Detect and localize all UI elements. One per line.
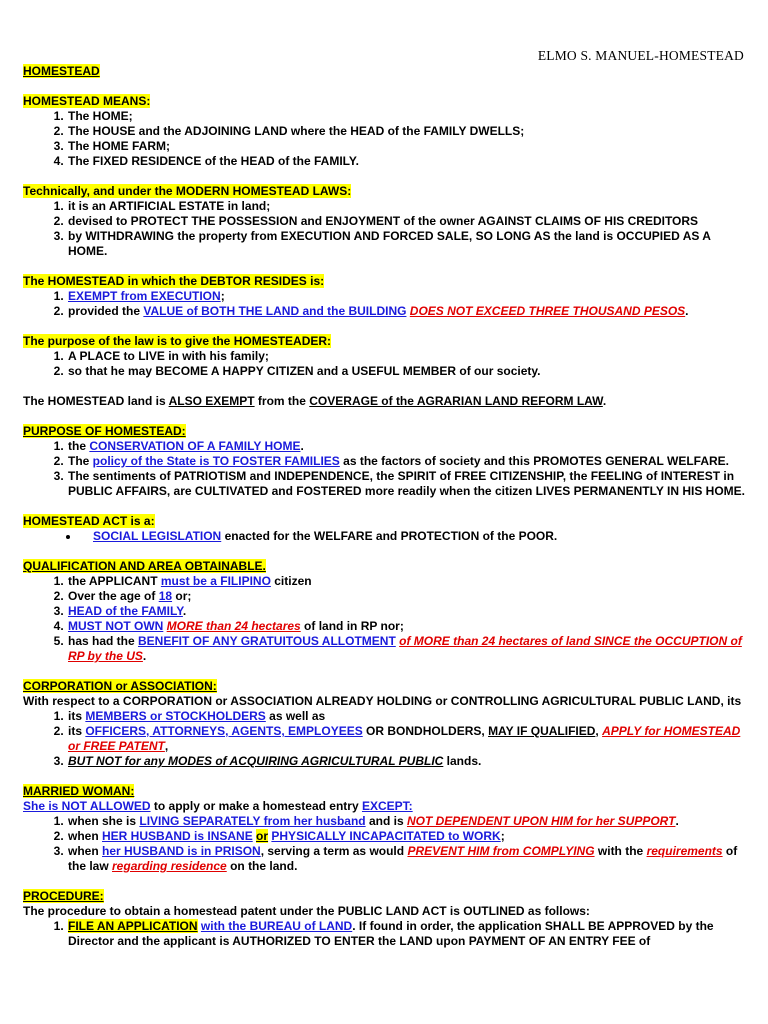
- list-item: [67, 814, 748, 829]
- text: with the: [594, 844, 647, 858]
- text: . If found in order, the application SHALL BE APPROVED by the Director and the applicant is AUTHORIZED TO ENTER the LAND upon PAYMENT OF AN ENTRY FEE of: [68, 919, 714, 948]
- numbered-list: [23, 709, 748, 769]
- text: .: [685, 304, 689, 318]
- section-debtor-resides: [23, 274, 748, 319]
- text: as the factors of society and this PROMOTES GENERAL WELFARE.: [339, 454, 730, 468]
- text: .: [182, 604, 187, 618]
- emphasis-text: PREVENT HIM from COMPLYING: [407, 844, 595, 858]
- list-item: 1. it is an ARTIFICIAL ESTATE in land;: [67, 199, 748, 214]
- section-modern-laws: [23, 184, 748, 259]
- link-text: MEMBERS or STOCKHOLDERS: [85, 709, 266, 723]
- section-married-woman: [23, 784, 748, 874]
- list-item: [67, 454, 748, 469]
- section-purpose-of-law: [23, 334, 748, 379]
- text: Over the age of: [68, 589, 159, 603]
- section-heading: The HOMESTEAD in which the DEBTOR RESIDES is:: [23, 274, 325, 288]
- numbered-list: [23, 814, 748, 874]
- list-item: [80, 529, 748, 544]
- numbered-list: [23, 109, 748, 169]
- link-text: CONSERVATION OF A FAMILY HOME: [89, 439, 301, 453]
- list-item: [67, 724, 748, 754]
- section-heading: PURPOSE OF HOMESTEAD:: [23, 424, 186, 438]
- link-text: with the BUREAU of LAND: [200, 919, 353, 933]
- numbered-list: [23, 574, 748, 664]
- link-text: LIVING SEPARATELY from her husband: [139, 814, 366, 828]
- section-qualification: [23, 559, 748, 664]
- text: ;: [220, 289, 225, 303]
- link-text: She is NOT ALLOWED: [23, 799, 151, 813]
- text: The: [68, 454, 93, 468]
- text: from the: [254, 394, 310, 408]
- text: The HOMESTEAD land is: [23, 394, 169, 408]
- document-author-header: ELMO S. MANUEL-HOMESTEAD: [537, 48, 744, 63]
- list-item: [67, 574, 748, 589]
- link-text: SOCIAL LEGISLATION: [93, 529, 222, 543]
- section-corporation: [23, 679, 748, 769]
- section-heading: HOMESTEAD MEANS:: [23, 94, 151, 108]
- section-heading: Technically, and under the MODERN HOMESTEAD LAWS:: [23, 184, 352, 198]
- section-heading: The purpose of the law is to give the HOMESTEADER:: [23, 334, 332, 348]
- text: its: [68, 724, 86, 738]
- numbered-list: [23, 439, 748, 499]
- paragraph: [23, 799, 748, 814]
- section-heading: HOMESTEAD ACT is a:: [23, 514, 155, 528]
- document-body: [23, 64, 748, 964]
- section-purpose-of-homestead: [23, 424, 748, 499]
- list-item: [67, 589, 748, 604]
- list-item: [67, 304, 748, 319]
- text: to apply or make a homestead entry: [150, 799, 362, 813]
- bullet-list: [23, 529, 748, 544]
- list-item: [67, 619, 748, 634]
- section-agrarian-exempt: [23, 394, 748, 409]
- section-homestead-title: [23, 64, 748, 79]
- link-text: her HUSBAND is in PRISON: [102, 844, 261, 858]
- link-text: PHYSICALLY INCAPACITATED to WORK: [271, 829, 501, 843]
- text: when: [68, 829, 103, 843]
- text: and is: [365, 814, 407, 828]
- section-heading: QUALIFICATION AND AREA OBTAINABLE.: [23, 559, 266, 573]
- text: when she is: [68, 814, 140, 828]
- numbered-list: [23, 289, 748, 319]
- text: ,: [164, 739, 169, 753]
- list-item: 2. so that he may BECOME A HAPPY CITIZEN and a USEFUL MEMBER of our society.: [67, 364, 748, 379]
- link-text: MUST NOT OWN: [68, 619, 164, 633]
- text: ,: [595, 724, 603, 738]
- text: ;: [500, 829, 505, 843]
- list-item: [67, 919, 748, 949]
- text: when: [68, 844, 103, 858]
- text: lands.: [443, 754, 482, 768]
- italic-underlined-text: BUT NOT for any MODES of ACQUIRING AGRICULTURAL PUBLIC: [68, 754, 444, 768]
- section-homestead-means: [23, 94, 748, 169]
- text: the: [68, 439, 90, 453]
- section-homestead-act: [23, 514, 748, 544]
- text: or;: [172, 589, 192, 603]
- emphasis-text: requirements: [646, 844, 723, 858]
- text: citizen: [270, 574, 312, 588]
- section-heading: HOMESTEAD: [23, 64, 100, 78]
- list-item: 4. The FIXED RESIDENCE of the HEAD of the FAMILY.: [67, 154, 748, 169]
- section-procedure: [23, 889, 748, 949]
- list-item: 3. The sentiments of PATRIOTISM and INDEPENDENCE, the SPIRIT of FREE CITIZENSHIP, the FEELING of INTEREST in PUBLIC AFFAIRS, are CULTIVATED and FOSTERED more readily when the citizen LIVES PERMANENTLY IN HIS HOME.: [67, 469, 748, 499]
- section-heading: PROCEDURE:: [23, 889, 104, 903]
- text: of the law: [68, 844, 738, 873]
- list-item: [67, 754, 748, 769]
- paragraph: The procedure to obtain a homestead patent under the PUBLIC LAND ACT is OUTLINED as follows:: [23, 904, 590, 918]
- section-heading: MARRIED WOMAN:: [23, 784, 135, 798]
- section-heading: CORPORATION or ASSOCIATION:: [23, 679, 217, 693]
- list-item: 1. The HOME;: [67, 109, 748, 124]
- link-text: policy of the State is TO FOSTER FAMILIES: [92, 454, 340, 468]
- link-text: EXCEPT:: [361, 799, 413, 813]
- underlined-text: MAY IF QUALIFIED: [488, 724, 596, 738]
- text: its: [68, 709, 86, 723]
- highlighted-text: FILE AN APPLICATION: [68, 919, 198, 933]
- emphasis-text: of MORE than 24 hectares of land SINCE the OCCUPTION of RP by the US: [68, 634, 742, 663]
- link-text: HER HUSBAND is INSANE: [102, 829, 253, 843]
- list-item: [67, 634, 748, 664]
- link-text: VALUE of BOTH THE LAND and the BUILDING: [143, 304, 407, 318]
- emphasis-text: regarding residence: [112, 859, 227, 873]
- list-item: 3. The HOME FARM;: [67, 139, 748, 154]
- emphasis-text: MORE than 24 hectares: [166, 619, 301, 633]
- list-item: [67, 844, 748, 874]
- text: .: [675, 814, 679, 828]
- list-item: 3. by WITHDRAWING the property from EXECUTION AND FORCED SALE, SO LONG AS the land is OCCUPIED AS A HOME.: [67, 229, 748, 259]
- text: enacted for the WELFARE and PROTECTION of the POOR.: [221, 529, 558, 543]
- text: of land in RP nor;: [300, 619, 404, 633]
- list-item: 1. A PLACE to LIVE in with his family;: [67, 349, 748, 364]
- list-item: 2. The HOUSE and the ADJOINING LAND where the HEAD of the FAMILY DWELLS;: [67, 124, 748, 139]
- text: .: [602, 394, 607, 408]
- text: OR BONDHOLDERS,: [362, 724, 489, 738]
- link-text: 18: [158, 589, 173, 603]
- link-text: HEAD of the FAMILY: [68, 604, 183, 618]
- list-item: [67, 604, 748, 619]
- emphasis-text: NOT DEPENDENT UPON HIM for her SUPPORT: [406, 814, 676, 828]
- list-item: [67, 709, 748, 724]
- text: the APPLICANT: [68, 574, 161, 588]
- underlined-text: ALSO EXEMPT: [168, 394, 255, 408]
- list-item: 2. devised to PROTECT THE POSSESSION and ENJOYMENT of the owner AGAINST CLAIMS OF HIS CREDITORS: [67, 214, 748, 229]
- text: .: [142, 649, 147, 663]
- text: , serving a term as would: [260, 844, 408, 858]
- list-item: [67, 829, 748, 844]
- numbered-list: [23, 919, 748, 949]
- numbered-list: [23, 199, 748, 259]
- text: has had the: [68, 634, 139, 648]
- link-text: OFFICERS, ATTORNEYS, AGENTS, EMPLOYEES: [85, 724, 363, 738]
- text: on the land.: [226, 859, 298, 873]
- paragraph: With respect to a CORPORATION or ASSOCIATION ALREADY HOLDING or CONTROLLING AGRICULTURAL PUBLIC LAND, its: [23, 694, 742, 708]
- text: as well as: [265, 709, 326, 723]
- highlighted-text: or: [256, 829, 269, 843]
- text: .: [300, 439, 304, 453]
- link-text: BENEFIT OF ANY GRATUITOUS ALLOTMENT: [138, 634, 396, 648]
- emphasis-text: DOES NOT EXCEED THREE THOUSAND PESOS: [409, 304, 686, 318]
- link-text: must be a FILIPINO: [160, 574, 271, 588]
- numbered-list: [23, 349, 748, 379]
- text: provided the: [68, 304, 144, 318]
- emphasis-text: APPLY for HOMESTEAD or FREE PATENT: [68, 724, 741, 753]
- list-item: [67, 439, 748, 454]
- link-text: EXEMPT from EXECUTION: [68, 289, 221, 303]
- list-item: [67, 289, 748, 304]
- underlined-text: COVERAGE of the AGRARIAN LAND REFORM LAW: [309, 394, 603, 408]
